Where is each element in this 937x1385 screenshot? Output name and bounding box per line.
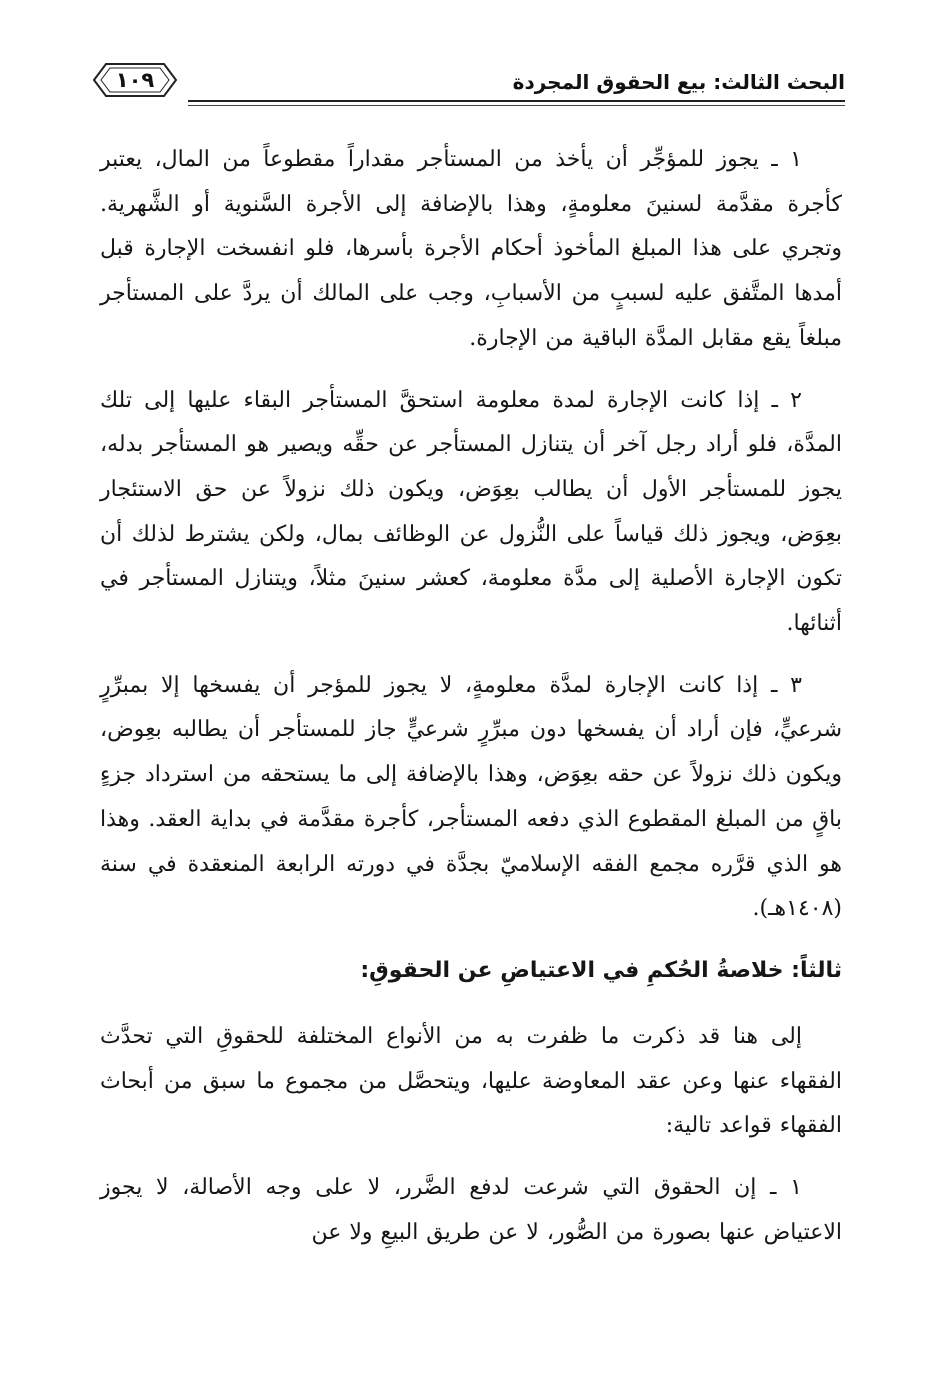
section-intro-paragraph: إلى هنا قد ذكرت ما ظفرت به من الأنواع المختلفة للحقوقِ التي تحدَّث الفقهاء عنها وعن عقد المعاوضة عليها، ويتحصَّل من مجموع ما سبق من أبحاث الفقهاء قواعد تالية: [100,1023,842,1139]
running-header [92,60,845,110]
running-title: البحث الثالث: بيع الحقوق المجردة [512,70,845,94]
page-number-badge [92,60,178,100]
body-text [100,138,842,1272]
section-heading: ثالثاً: خلاصةُ الحُكمِ في الاعتياضِ عن الحقوقِ: [360,957,842,983]
paragraph-item-1: ١ ـ يجوز للمؤجِّر أن يأخذ من المستأجر مقداراً مقطوعاً من المال، يعتبر كأجرة مقدَّمة لسنينَ معلومةٍ، وهذا بالإضافة إلى الأجرة السَّنوية أو الشَّهرية. وتجري على هذا المبلغ المأخوذ أحكام الأجرة بأسرها، فلو انفسخت الإجارة قبل أمدها المتَّفق عليه لسببٍ من الأسبابِ، وجب على المالك أن يردَّ على المستأجر مبلغاً يقع مقابل المدَّة الباقية من الإجارة. [100,147,842,351]
header-rule-thin [188,105,845,106]
paragraph-item-2: ٢ ـ إذا كانت الإجارة لمدة معلومة استحقَّ المستأجر البقاء عليها إلى تلك المدَّة، فلو أراد رجل آخر أن يتنازل المستأجر عن حقِّه ويصير هو المستأجر بدله، يجوز للمستأجر الأول أن يطالب بعِوَض، ويكون ذلك نزولاً عن حق الاستئجار بعِوَض، ويجوز ذلك قياساً على النُّزول عن الوظائف بمال، ولكن يشترط لذلك أن تكون الإجارة الأصلية إلى مدَّة معلومة، كعشر سنينَ مثلاً، ويتنازل المستأجر في أثنائها. [100,387,842,637]
page-number: ١٠٩ [115,68,155,92]
header-rule [188,100,845,102]
paragraph-item-3: ٣ ـ إذا كانت الإجارة لمدَّة معلومةٍ، لا يجوز للمؤجر أن يفسخها إلا بمبرِّرٍ شرعيٍّ، فإن أراد أن يفسخها دون مبرِّرٍ شرعيٍّ جاز للمستأجر أن يطالبه بعِوض، ويكون ذلك نزولاً عن حقه بعِوَض، وهذا بالإضافة إلى ما يستحقه من استرداد جزءٍ باقٍ من المبلغ المقطوع الذي دفعه المستأجر، كأجرة مقدَّمة في بداية العقد. وهذا هو الذي قرَّره مجمع الفقه الإسلاميّ بجدَّة في دورته الرابعة المنعقدة في سنة (١٤٠٨هـ). [100,672,842,922]
rule-item-1: ١ ـ إن الحقوق التي شرعت لدفع الضَّرر، لا على وجه الأصالة، لا يجوز الاعتياض عنها بصورة من الصُّور، لا عن طريق البيعِ ولا عن [100,1175,842,1245]
